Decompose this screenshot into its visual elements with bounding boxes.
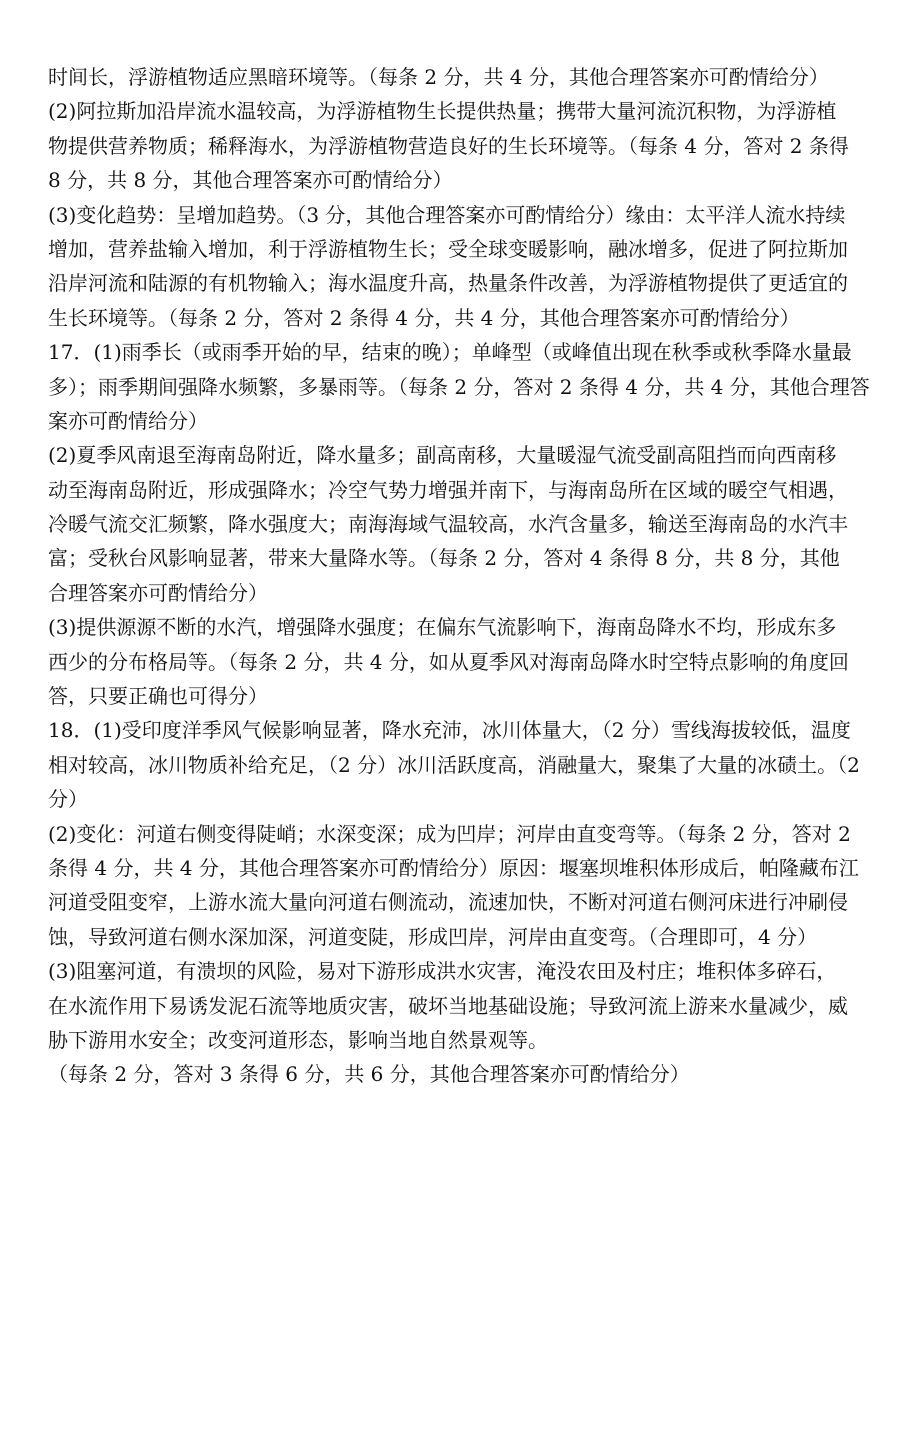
text-line: （每条 2 分，答对 3 条得 6 分，共 6 分，其他合理答案亦可酌情给分） [48,1062,690,1087]
text-line: 分） [48,787,88,812]
text-line: 答，只要正确也可得分） [48,684,268,709]
text-line: (3)变化趋势：呈增加趋势。（3 分，其他合理答案亦可酌情给分）缘由：太平洋人流水持续 [48,202,846,227]
text-line: 8 分，共 8 分，其他合理答案亦可酌情给分） [48,168,453,193]
text-line: 案亦可酌情给分） [48,408,208,433]
text-line: 河道受阻变窄，上游水流大量向河道右侧流动，流速加快，不断对河道右侧河床进行冲刷侵 [48,890,848,915]
text-line: 西少的分布格局等。（每条 2 分，共 4 分，如从夏季风对海南岛降水时空特点影响的角度回 [48,649,849,674]
text-line: 时间长，浮游植物适应黑暗环境等。（每条 2 分，共 4 分，其他合理答案亦可酌情给分） [48,65,829,89]
text-line: 增加，营养盐输入增加，利于浮游植物生长；受全球变暖影响，融冰增多，促进了阿拉斯加 [48,236,848,261]
text-line: (2)夏季风南退至海南岛附近，降水量多；副高南移，大量暖湿气流受副高阻挡而向西南移 [48,443,837,468]
text-line: 18．(1)受印度洋季风气候影响显著，降水充沛，冰川体量大，（2 分）雪线海拔较低，温度 [48,718,851,743]
text-line: (3)阻塞河道，有溃坝的风险，易对下游形成洪水灾害，淹没农田及村庄；堆积体多碎石， [48,959,837,984]
text-line: 胁下游用水安全；改变河道形态，影响当地自然景观等。 [48,1027,548,1052]
text-line: 沿岸河流和陆源的有机物输入；海水温度升高，热量条件改善，为浮游植物提供了更适宜的 [48,271,848,296]
text-line: 相对较高，冰川物质补给充足，（2 分）冰川活跃度高，消融量大，聚集了大量的冰碛土。（2 [48,752,860,777]
text-line: 多）；雨季期间强降水频繁，多暴雨等。（每条 2 分，答对 2 条得 4 分，共 4 分，其他合理答 [48,374,870,399]
text-line: 物提供营养物质；稀释海水，为浮游植物营造良好的生长环境等。（每条 4 分，答对 2 条得 [48,133,849,158]
text-line: 合理答案亦可酌情给分） [48,580,268,605]
text-line: (2)阿拉斯加沿岸流水温较高，为浮游植物生长提供热量；携带大量河流沉积物，为浮游植 [48,99,837,124]
text-line: 富；受秋台风影响显著，带来大量降水等。（每条 2 分，答对 4 条得 8 分，共 8 分，其他 [48,546,840,571]
text-line: 生长环境等。（每条 2 分，答对 2 条得 4 分，共 4 分，其他合理答案亦可酌情给分） [48,305,800,330]
text-line: (3)提供源源不断的水汽，增强降水强度；在偏东气流影响下，海南岛降水不均，形成东多 [48,615,837,640]
text-line: (2)变化：河道右侧变得陡峭；水深变深；成为凹岸；河岸由直变弯等。（每条 2 分，答对 2 [48,821,851,846]
text-line: 17．(1)雨季长（或雨季开始的早，结束的晚）；单峰型（或峰值出现在秋季或秋季降水量最 [48,340,852,365]
text-line: 条得 4 分，共 4 分，其他合理答案亦可酌情给分）原因：堰塞坝堆积体形成后，帕隆藏布江 [48,855,859,880]
text-line: 蚀，导致河道右侧水深加深，河道变陡，形成凹岸，河岸由直变弯。（合理即可，4 分） [48,924,818,949]
answer-key-page [48,60,870,1092]
text-line: 冷暖气流交汇频繁，降水强度大；南海海域气温较高，水汽含量多，输送至海南岛的水汽丰 [48,512,848,537]
text-line: 在水流作用下易诱发泥石流等地质灾害，破坏当地基础设施；导致河流上游来水量减少，威 [48,993,848,1018]
text-line: 动至海南岛附近，形成强降水；冷空气势力增强并南下，与海南岛所在区域的暖空气相遇， [48,477,848,502]
